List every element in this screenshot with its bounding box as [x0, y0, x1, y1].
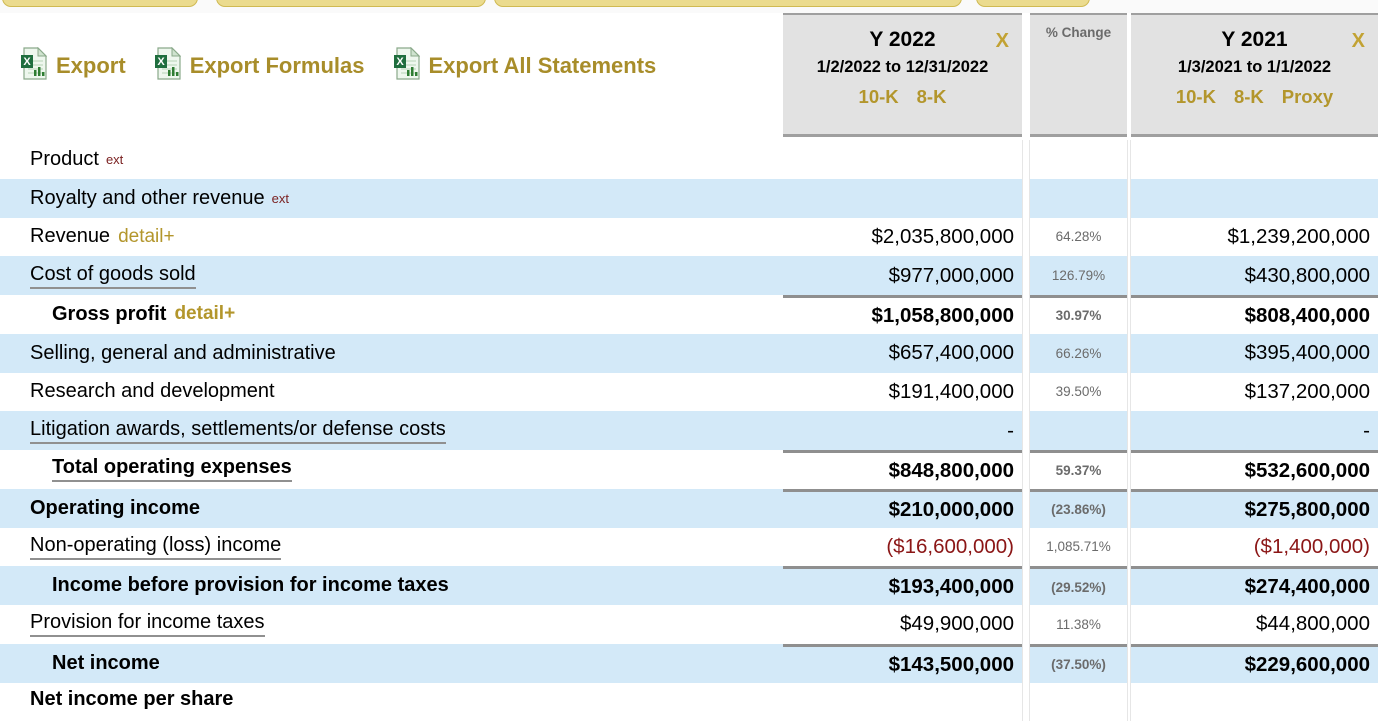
pct-change-value: (23.86%)	[1030, 489, 1127, 528]
row-label-cell	[0, 256, 783, 295]
row-label-cell	[0, 605, 783, 644]
filing-link-10k[interactable]: 10-K	[1176, 86, 1216, 108]
pct-change-value: 30.97%	[1030, 295, 1127, 334]
filing-link-10k[interactable]: 10-K	[859, 86, 899, 108]
pct-change-value: 126.79%	[1030, 256, 1127, 295]
table-row	[0, 566, 1378, 605]
export-all-statements-button[interactable]	[393, 47, 657, 85]
column-gap	[1022, 179, 1030, 218]
ext-tag: ext	[272, 191, 289, 206]
row-label-cell	[0, 411, 783, 450]
value-y2022: $210,000,000	[783, 489, 1022, 528]
row-label: Product	[30, 148, 99, 171]
pct-change-value: 1,085.71%	[1030, 528, 1127, 567]
income-statement-table	[0, 140, 1378, 721]
row-label-cell	[0, 373, 783, 412]
row-label-cell	[0, 179, 783, 218]
column-gap	[1022, 528, 1030, 567]
value-y2021: $808,400,000	[1131, 295, 1378, 334]
value-y2022: $191,400,000	[783, 373, 1022, 412]
export-button[interactable]	[20, 47, 126, 85]
column-header-pct-change	[1030, 13, 1127, 137]
column-gap	[1022, 411, 1030, 450]
value-y2022	[783, 683, 1022, 721]
row-label-cell	[0, 218, 783, 257]
pct-change-value: (37.50%)	[1030, 644, 1127, 683]
pct-change-value	[1030, 683, 1127, 721]
column-title-y2022: Y 2022	[869, 28, 935, 51]
row-label: Revenue	[30, 225, 110, 248]
svg-text:X: X	[157, 56, 165, 68]
close-column-y2022-button[interactable]: X	[996, 29, 1009, 53]
column-gap	[1022, 334, 1030, 373]
row-label-cell	[0, 489, 783, 528]
column-gap	[1022, 256, 1030, 295]
svg-text:X: X	[23, 56, 31, 68]
table-row	[0, 218, 1378, 257]
row-label: Gross profit	[52, 303, 166, 326]
value-y2022: $657,400,000	[783, 334, 1022, 373]
row-label-cell	[0, 295, 783, 334]
row-label: Royalty and other revenue	[30, 187, 265, 210]
value-y2022: -	[783, 411, 1022, 450]
table-row	[0, 334, 1378, 373]
filing-link-proxy[interactable]: Proxy	[1282, 86, 1333, 108]
value-y2021: $229,600,000	[1131, 644, 1378, 683]
column-header-y2021	[1131, 13, 1378, 137]
value-y2021: $275,800,000	[1131, 489, 1378, 528]
value-y2022: $2,035,800,000	[783, 218, 1022, 257]
value-y2021: -	[1131, 411, 1378, 450]
column-gap	[1022, 566, 1030, 605]
export-formulas-label: Export Formulas	[190, 53, 365, 79]
value-y2022: $848,800,000	[783, 450, 1022, 489]
row-label-cell	[0, 334, 783, 373]
row-label[interactable]: Total operating expenses	[52, 456, 292, 482]
row-label[interactable]: Cost of goods sold	[30, 263, 196, 289]
period-y2022: 1/2/2022 to 12/31/2022	[783, 58, 1022, 77]
table-row	[0, 489, 1378, 528]
pct-change-value: 59.37%	[1030, 450, 1127, 489]
row-label: Research and development	[30, 380, 275, 403]
value-y2021: $1,239,200,000	[1131, 218, 1378, 257]
filing-link-8k[interactable]: 8-K	[917, 86, 947, 108]
value-y2021: $274,400,000	[1131, 566, 1378, 605]
ext-tag: ext	[106, 152, 123, 167]
row-label: Net income	[52, 652, 160, 675]
table-row	[0, 644, 1378, 683]
export-button-label: Export	[56, 53, 126, 79]
row-label-cell	[0, 140, 783, 179]
row-label: Operating income	[30, 497, 200, 520]
value-y2021: ($1,400,000)	[1131, 528, 1378, 567]
pct-change-value: 39.50%	[1030, 373, 1127, 412]
row-label: Selling, general and administrative	[30, 342, 336, 365]
pct-change-value: (29.52%)	[1030, 566, 1127, 605]
value-y2021: $395,400,000	[1131, 334, 1378, 373]
value-y2021	[1131, 140, 1378, 179]
table-row	[0, 411, 1378, 450]
detail-link[interactable]: detail+	[118, 226, 175, 248]
value-y2021: $137,200,000	[1131, 373, 1378, 412]
value-y2021: $532,600,000	[1131, 450, 1378, 489]
row-label-cell	[0, 683, 783, 721]
top-tab-pill[interactable]	[2, 0, 198, 7]
table-row	[0, 683, 1378, 721]
pct-change-value	[1030, 411, 1127, 450]
table-row	[0, 295, 1378, 334]
value-y2022: ($16,600,000)	[783, 528, 1022, 567]
value-y2022: $49,900,000	[783, 605, 1022, 644]
pct-change-title: % Change	[1030, 25, 1127, 40]
row-label-cell	[0, 644, 783, 683]
row-label-cell	[0, 528, 783, 567]
pct-change-value: 11.38%	[1030, 605, 1127, 644]
table-row	[0, 528, 1378, 567]
column-gap	[1022, 140, 1030, 179]
svg-text:X: X	[396, 56, 404, 68]
table-row	[0, 373, 1378, 412]
column-gap	[1022, 644, 1030, 683]
column-gap	[1022, 450, 1030, 489]
top-tab-pill[interactable]	[216, 0, 486, 7]
excel-icon	[393, 47, 420, 85]
column-gap	[1022, 683, 1030, 721]
value-y2021: $44,800,000	[1131, 605, 1378, 644]
table-row	[0, 605, 1378, 644]
value-y2022	[783, 140, 1022, 179]
excel-icon	[154, 47, 181, 85]
row-label[interactable]: Litigation awards, settlements/or defense costs	[30, 418, 446, 444]
top-tab-pill[interactable]	[494, 0, 962, 7]
filing-link-8k[interactable]: 8-K	[1234, 86, 1264, 108]
period-y2021: 1/3/2021 to 1/1/2022	[1131, 58, 1378, 77]
row-label[interactable]: Provision for income taxes	[30, 611, 265, 637]
column-gap	[1022, 295, 1030, 334]
pct-change-value	[1030, 140, 1127, 179]
value-y2021	[1131, 179, 1378, 218]
close-column-y2021-button[interactable]: X	[1352, 29, 1365, 53]
table-row	[0, 450, 1378, 489]
export-all-statements-label: Export All Statements	[429, 53, 657, 79]
row-label[interactable]: Non-operating (loss) income	[30, 534, 281, 560]
value-y2022: $977,000,000	[783, 256, 1022, 295]
excel-icon	[20, 47, 47, 85]
column-title-y2021: Y 2021	[1221, 28, 1287, 51]
column-gap	[1022, 218, 1030, 257]
value-y2022: $1,058,800,000	[783, 295, 1022, 334]
export-formulas-button[interactable]	[154, 47, 365, 85]
pct-change-value: 66.26%	[1030, 334, 1127, 373]
row-label: Income before provision for income taxes	[52, 574, 449, 597]
value-y2022: $193,400,000	[783, 566, 1022, 605]
column-gap	[1022, 489, 1030, 528]
table-row	[0, 179, 1378, 218]
value-y2021: $430,800,000	[1131, 256, 1378, 295]
value-y2021	[1131, 683, 1378, 721]
value-y2022: $143,500,000	[783, 644, 1022, 683]
top-tab-pill[interactable]	[976, 0, 1090, 7]
export-toolbar	[20, 46, 684, 86]
detail-link[interactable]: detail+	[174, 303, 235, 325]
row-label: Net income per share	[30, 688, 233, 711]
column-header-y2022	[783, 13, 1022, 137]
pct-change-value: 64.28%	[1030, 218, 1127, 257]
column-gap	[1022, 373, 1030, 412]
row-label-cell	[0, 450, 783, 489]
table-row	[0, 256, 1378, 295]
column-gap	[1022, 605, 1030, 644]
table-row	[0, 140, 1378, 179]
pct-change-value	[1030, 179, 1127, 218]
row-label-cell	[0, 566, 783, 605]
value-y2022	[783, 179, 1022, 218]
